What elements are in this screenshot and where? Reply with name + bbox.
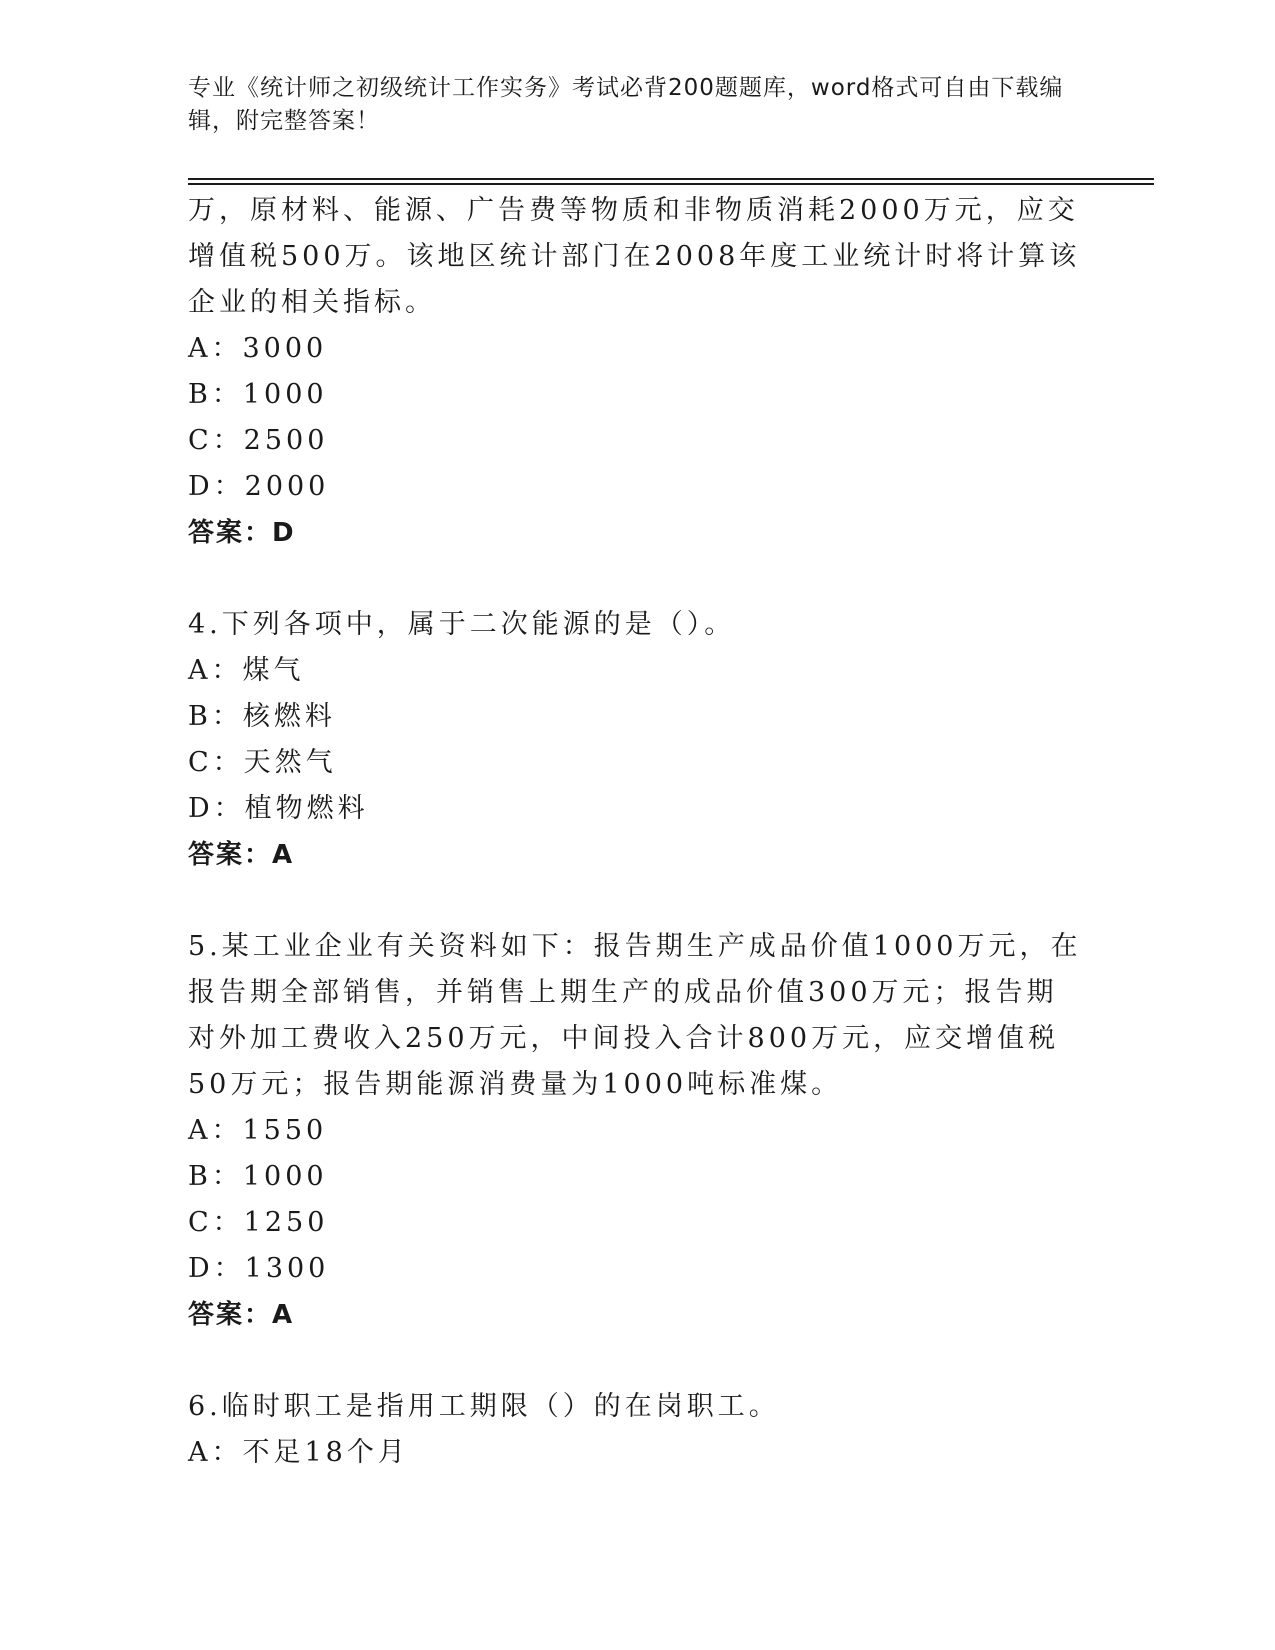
- answer: 答案：A: [188, 840, 295, 870]
- option-a: A：煤气: [188, 655, 305, 686]
- option-d: D：1300: [188, 1253, 330, 1284]
- option-c: C：1250: [188, 1207, 329, 1238]
- header-rule-top: [188, 178, 1154, 180]
- question-text: 5.某工业企业有关资料如下：报告期生产成品价值1000万元，在报告期全部销售，并销售上期生产的成品价值300万元；报告期对外加工费收入250万元，中间投入合计800万元，应交增值税50万元；报告期能源消费量为1000吨标准煤。: [188, 931, 1082, 1100]
- spacer: [188, 878, 1088, 924]
- question-5: [188, 924, 1088, 1338]
- document-header: [188, 72, 1088, 138]
- option-a: A：3000: [188, 333, 328, 364]
- header-title: 专业《统计师之初级统计工作实务》考试必背200题题库，word格式可自由下载编辑，附完整答案！: [188, 75, 1064, 134]
- answer: 答案：D: [188, 518, 296, 548]
- question-4: [188, 602, 1088, 878]
- question-list: [188, 188, 1088, 1476]
- spacer: [188, 1338, 1088, 1384]
- option-b: B：核燃料: [188, 701, 336, 732]
- question-text: 6.临时职工是指用工期限（）的在岗职工。: [188, 1391, 780, 1422]
- spacer: [188, 556, 1088, 602]
- answer: 答案：A: [188, 1300, 295, 1330]
- question-3: [188, 188, 1088, 556]
- option-a: A：不足18个月: [188, 1437, 409, 1468]
- option-c: C：天然气: [188, 747, 337, 778]
- option-d: D：2000: [188, 471, 330, 502]
- option-d: D：植物燃料: [188, 793, 369, 824]
- question-6: [188, 1384, 1088, 1476]
- header-rule-bottom: [188, 183, 1154, 185]
- option-b: B：1000: [188, 379, 328, 410]
- question-text: 4.下列各项中，属于二次能源的是（）。: [188, 609, 736, 640]
- option-b: B：1000: [188, 1161, 328, 1192]
- option-a: A：1550: [188, 1115, 328, 1146]
- question-text: 万，原材料、能源、广告费等物质和非物质消耗2000万元，应交增值税500万。该地区统计部门在2008年度工业统计时将计算该企业的相关指标。: [188, 195, 1081, 318]
- option-c: C：2500: [188, 425, 329, 456]
